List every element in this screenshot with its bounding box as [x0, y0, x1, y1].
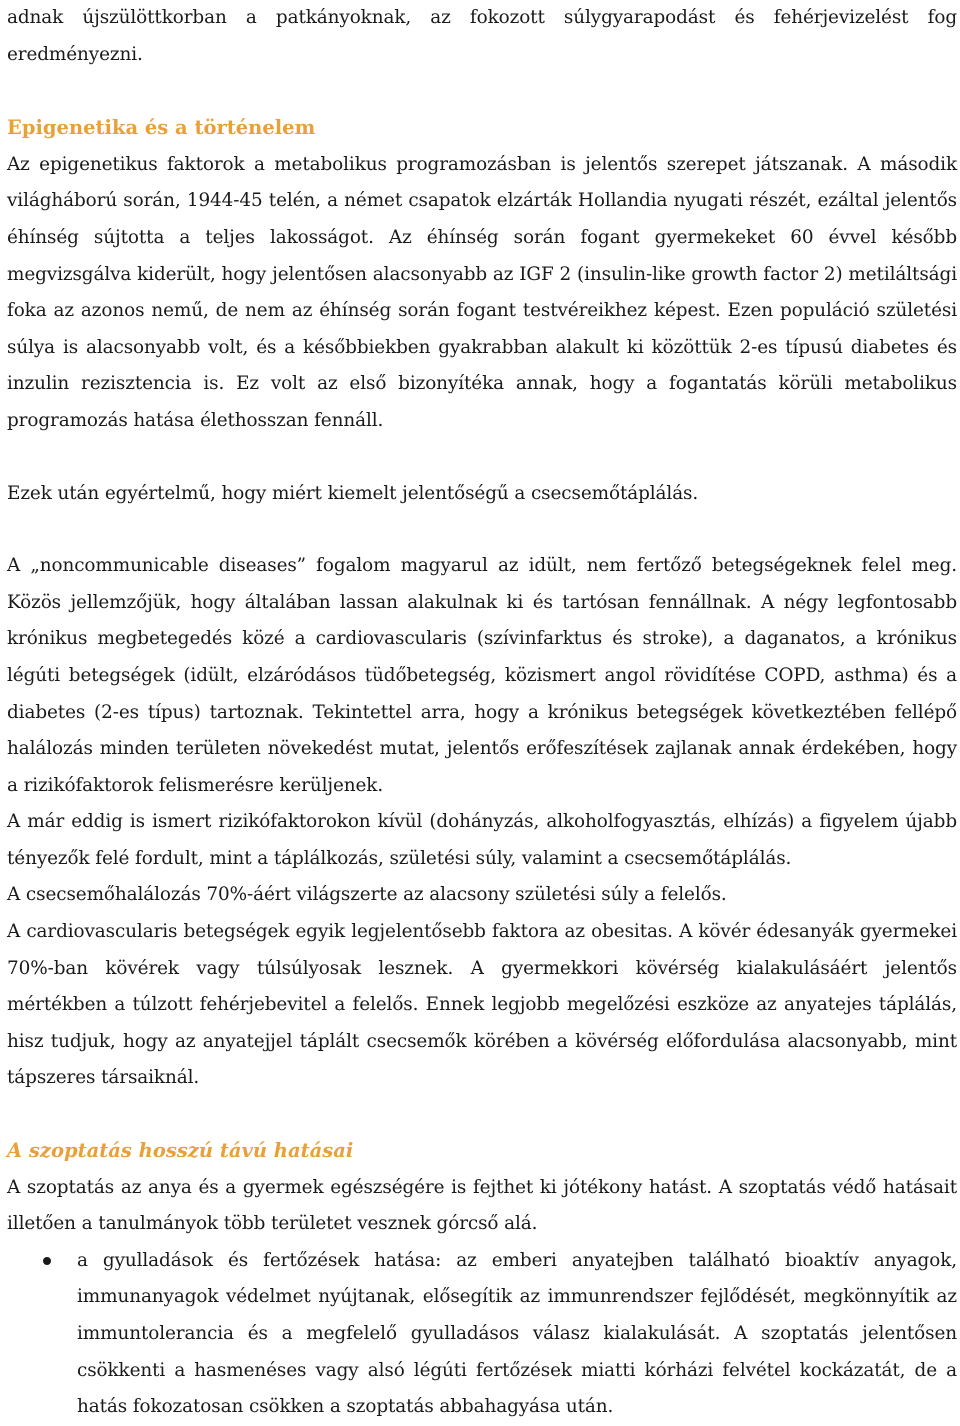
spacer: [7, 73, 957, 110]
spacer: [7, 512, 957, 548]
paragraph-szoptatas-intro: A szoptatás az anya és a gyermek egészségére is fejthet ki jótékony hatást. A szoptatás védő hatásait illetően a tanulmányok több területet vesznek górcső alá.: [7, 1176, 957, 1235]
intro-paragraph: adnak újszülöttkorban a patkányoknak, az fokozott súlygyarapodást és fehérjevizelést fog eredményezni.: [7, 7, 957, 65]
paragraph-csecsemotaplalas: Ezek után egyértelmű, hogy miért kiemelt jelentőségű a csecsemőtáplálás.: [7, 482, 699, 504]
paragraph-infant-mortality: A csecsemőhalálozás 70%-áért világszerte az alacsony születési súly a felelős.: [7, 884, 727, 906]
paragraph-obesitas: A cardiovascularis betegségek egyik legjelentősebb faktora az obesitas. A kövér édesanyák gyermekei 70%-ban kövérek vagy túlsúlyosak lesznek. A gyermekkori kövérség kialakulásáért jelentős mértékben a túlzott fehérjebevitel a felelős. Ennek legjobb megelőzési eszköze az anyatejes táplálás, hisz tudjuk, hogy az anyatejjel táplált csecsemők körében a kövérség előfordulása alacsonyabb, mint tápszeres társaiknál.: [7, 921, 957, 1089]
list-item: [7, 1243, 957, 1426]
paragraph-ncd: A „noncommunicable diseases” fogalom magyarul az idült, nem fertőző betegségeknek felel meg. Közös jellemzőjük, hogy általában lassan alakulnak ki és tartósan fennállnak. A négy legfontosabb krónikus megbetegedés közé a cardiovascularis (szívinfarktus és stroke), a daganatos, a krónikus légúti betegségek (idült, elzáródásos tüdőbetegség, közismert angol rövidítése COPD, asthma) és a diabetes (2-es típus) tartoznak. Tekintettel arra, hogy a krónikus betegségek következtében fellépő halálozás minden területen növekedést mutat, jelentős erőfeszítések zajlanak annak érdekében, hogy a rizikófaktorok felismerésre kerüljenek.: [7, 555, 957, 796]
benefits-list: [7, 1243, 957, 1426]
paragraph-epigenetika-history: Az epigenetikus faktorok a metabolikus programozásban is jelentős szerepet játszanak. A második világháború során, 1944-45 telén, a német csapatok elzárták Hollandia nyugati részét, ezáltal jelentős éhínség sújtotta a teljes lakosságot. Az éhínség során fogant gyermekeket 60 évvel később megvizsgálva kiderült, hogy jelentősen alacsonyabb az IGF 2 (insulin-like growth factor 2) metiláltsági foka az azonos nemű, de nem az éhínség során fogant testvéreikhez képest. Ezen populáció születési súlya is alacsonyabb volt, és a későbbiekben gyakrabban alakult ki közöttük 2-es típusú diabetes és inzulin rezisztencia is. Ez volt az első bizonyítéka annak, hogy a fogantatás körüli metabolikus programozás hatása élethosszan fennáll.: [7, 153, 957, 431]
paragraph-risk-factors: A már eddig is ismert rizikófaktorokon kívül (dohányzás, alkoholfogyasztás, elhízás) a figyelem újabb tényezők felé fordult, mint a táplálkozás, születési súly, valamint a csecsemőtáplálás.: [7, 811, 957, 869]
document-page: [7, 0, 957, 1426]
spacer: [7, 440, 957, 476]
spacer: [7, 1097, 957, 1133]
heading-szoptatas: A szoptatás hosszú távú hatásai: [7, 1139, 354, 1163]
heading-epigenetika: Epigenetika és a történelem: [7, 116, 316, 140]
list-item-text: a gyulladások és fertőzések hatása: az emberi anyatejben található bioaktív anyagok, immunanyagok védelmet nyújtanak, elősegítik az immunrendszer fejlődését, megkönnyítik az immuntolerancia és a megfelelő gyulladásos válasz kialakulását. A szoptatás jelentősen csökkenti a hasmenéses vagy alsó légúti fertőzések miatti kórházi felvétel kockázatát, de a hatás fokozatosan csökken a szoptatás abbahagyása után.: [77, 1249, 957, 1418]
bullet-icon: [43, 1257, 51, 1265]
